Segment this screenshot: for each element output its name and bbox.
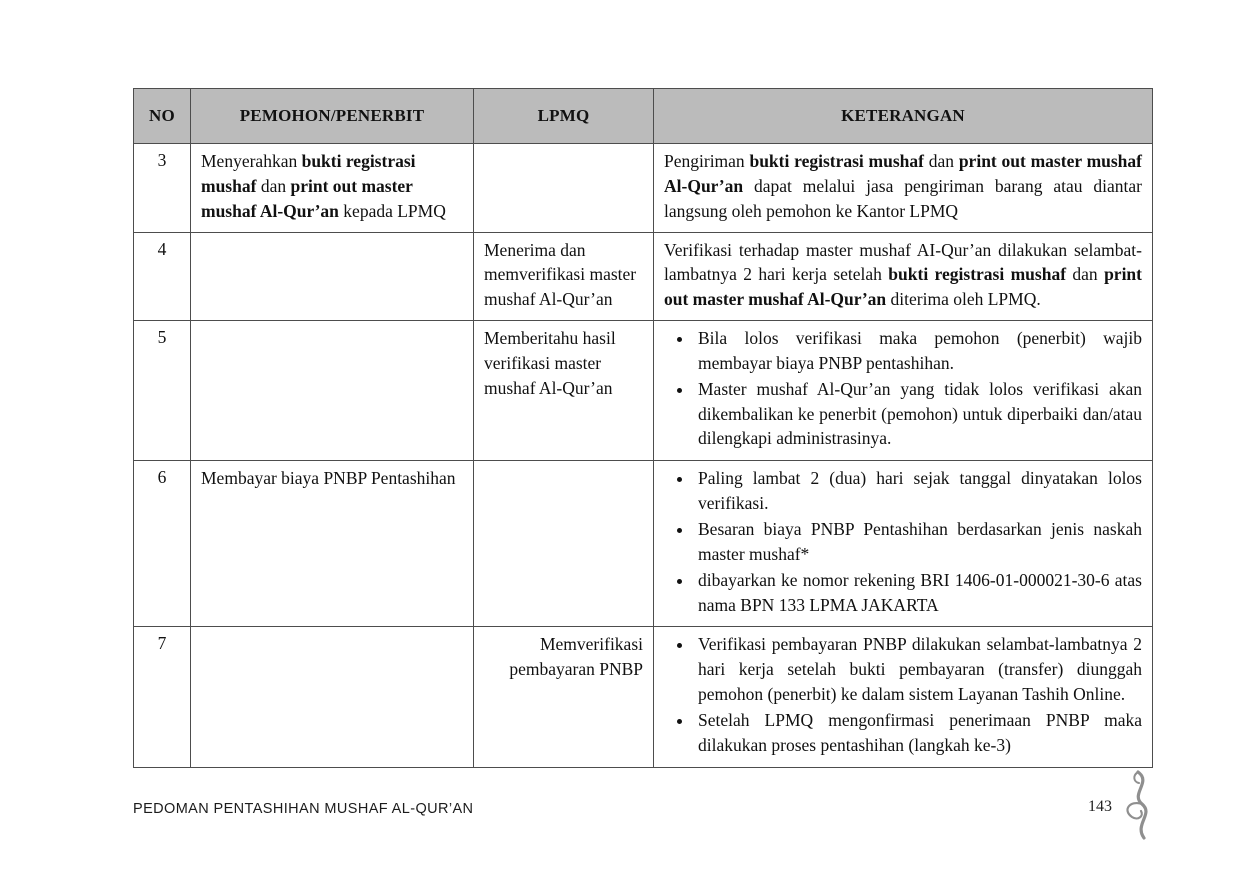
- bold-text: print out master mushaf Al-Qur’an: [664, 264, 1142, 310]
- table-header-row: [134, 89, 1153, 144]
- cell-no: 6: [134, 461, 191, 627]
- text: dan: [924, 151, 959, 171]
- cell-pemohon-penerbit: [191, 232, 474, 321]
- cell-text: [201, 149, 463, 224]
- page-number: 143: [1088, 798, 1112, 815]
- cell-text: [484, 238, 643, 313]
- text: Pengiriman: [664, 151, 750, 171]
- column-header-pemohon-penerbit: PEMOHON/PENERBIT: [191, 89, 474, 144]
- procedure-table: [133, 88, 1153, 768]
- cell-keterangan: [654, 232, 1153, 321]
- cell-lpmq: [474, 321, 654, 461]
- bold-text: bukti registrasi mushaf: [888, 264, 1067, 285]
- footer-title: PEDOMAN PENTASHIHAN MUSHAF AL-QUR’AN: [133, 801, 474, 817]
- cell-pemohon-penerbit: [191, 461, 474, 627]
- cell-keterangan: [654, 321, 1153, 461]
- bullet-list: [664, 326, 1142, 451]
- table-row: [134, 321, 1153, 461]
- bullet-item: [694, 377, 1142, 452]
- text: Master mushaf Al-Qur’an yang tidak lolos verifikasi akan dikembalikan ke penerbit (pemohon) untuk diperbaiki dan/atau dilengkapi administrasinya.: [698, 378, 1142, 449]
- bullet-item: [694, 568, 1142, 618]
- text: kepada LPMQ: [338, 200, 446, 221]
- cell-lpmq: [474, 461, 654, 627]
- cell-text: [484, 632, 643, 682]
- bullet-item: [694, 708, 1142, 758]
- bullet-list: [664, 466, 1142, 617]
- text: dan: [256, 175, 291, 196]
- column-header-no: NO: [134, 89, 191, 144]
- bold-text: bukti registrasi mushaf: [749, 151, 924, 171]
- table-row: [134, 461, 1153, 627]
- text: Membayar biaya PNBP Pentashihan: [201, 468, 456, 489]
- bullet-item: [694, 632, 1142, 707]
- cell-pemohon-penerbit: [191, 321, 474, 461]
- column-header-keterangan: KETERANGAN: [654, 89, 1153, 144]
- text: Memverifikasi pembayaran PNBP: [509, 634, 643, 680]
- cell-text: [201, 466, 463, 491]
- cell-no: 5: [134, 321, 191, 461]
- bold-text: print out master mushaf Al-Qur’an: [201, 175, 413, 221]
- table-row: [134, 144, 1153, 233]
- text: Menyerahkan: [201, 151, 302, 171]
- bold-text: print out master mushaf Al-Qur’an: [664, 151, 1142, 196]
- table-row: [134, 627, 1153, 767]
- cell-no: 4: [134, 232, 191, 321]
- cell-pemohon-penerbit: [191, 627, 474, 767]
- cell-no: 3: [134, 144, 191, 233]
- text: dapat melalui jasa pengiriman barang atau diantar langsung oleh pemohon ke Kantor LPMQ: [664, 175, 1142, 221]
- bullet-list: [664, 632, 1142, 757]
- text: Paling lambat 2 (dua) hari sejak tanggal dinyatakan lolos verifikasi.: [698, 468, 1142, 514]
- text: Menerima dan memverifikasi master mushaf Al-Qur’an: [484, 239, 637, 310]
- cell-text: [484, 326, 643, 401]
- text: Bila lolos verifikasi maka pemohon (penerbit) wajib membayar biaya PNBP pentashihan.: [698, 328, 1142, 373]
- text: diterima oleh LPMQ.: [886, 289, 1041, 310]
- bold-text: bukti registrasi mushaf: [201, 151, 416, 196]
- text: Verifikasi terhadap master mushaf AI-Qur’an dilakukan selambat-lambatnya 2 hari kerja setelah: [664, 239, 1142, 285]
- cell-text: [664, 149, 1142, 224]
- cell-lpmq: [474, 144, 654, 233]
- column-header-lpmq: LPMQ: [474, 89, 654, 144]
- text: Memberitahu hasil verifikasi master mushaf Al-Qur’an: [484, 328, 616, 398]
- cell-keterangan: [654, 461, 1153, 627]
- bullet-item: [694, 326, 1142, 376]
- cell-keterangan: [654, 144, 1153, 233]
- bullet-item: [694, 466, 1142, 516]
- text: dan: [1066, 264, 1105, 285]
- text: dibayarkan ke nomor rekening BRI 1406-01-000021-30-6 atas nama BPN 133 LPMA JAKARTA: [698, 569, 1142, 615]
- table-row: [134, 232, 1153, 321]
- cell-text: [664, 238, 1142, 313]
- cell-no: 7: [134, 627, 191, 767]
- text: Setelah LPMQ mengonfirmasi penerimaan PNBP maka dilakukan proses pentashihan (langkah ke-3): [698, 709, 1142, 755]
- cell-keterangan: [654, 627, 1153, 767]
- bullet-item: [694, 517, 1142, 567]
- cell-pemohon-penerbit: [191, 144, 474, 233]
- text: Besaran biaya PNBP Pentashihan berdasarkan jenis naskah master mushaf*: [698, 518, 1142, 564]
- text: Verifikasi pembayaran PNBP dilakukan selambat-lambatnya 2 hari kerja setelah bukti pembayaran (transfer) diunggah pemohon (penerbit) ke dalam sistem Layanan Tashih Online.: [698, 634, 1142, 705]
- cell-lpmq: [474, 627, 654, 767]
- table-body: [134, 144, 1153, 768]
- calligraphic-flourish-icon: [1108, 768, 1160, 842]
- cell-lpmq: [474, 232, 654, 321]
